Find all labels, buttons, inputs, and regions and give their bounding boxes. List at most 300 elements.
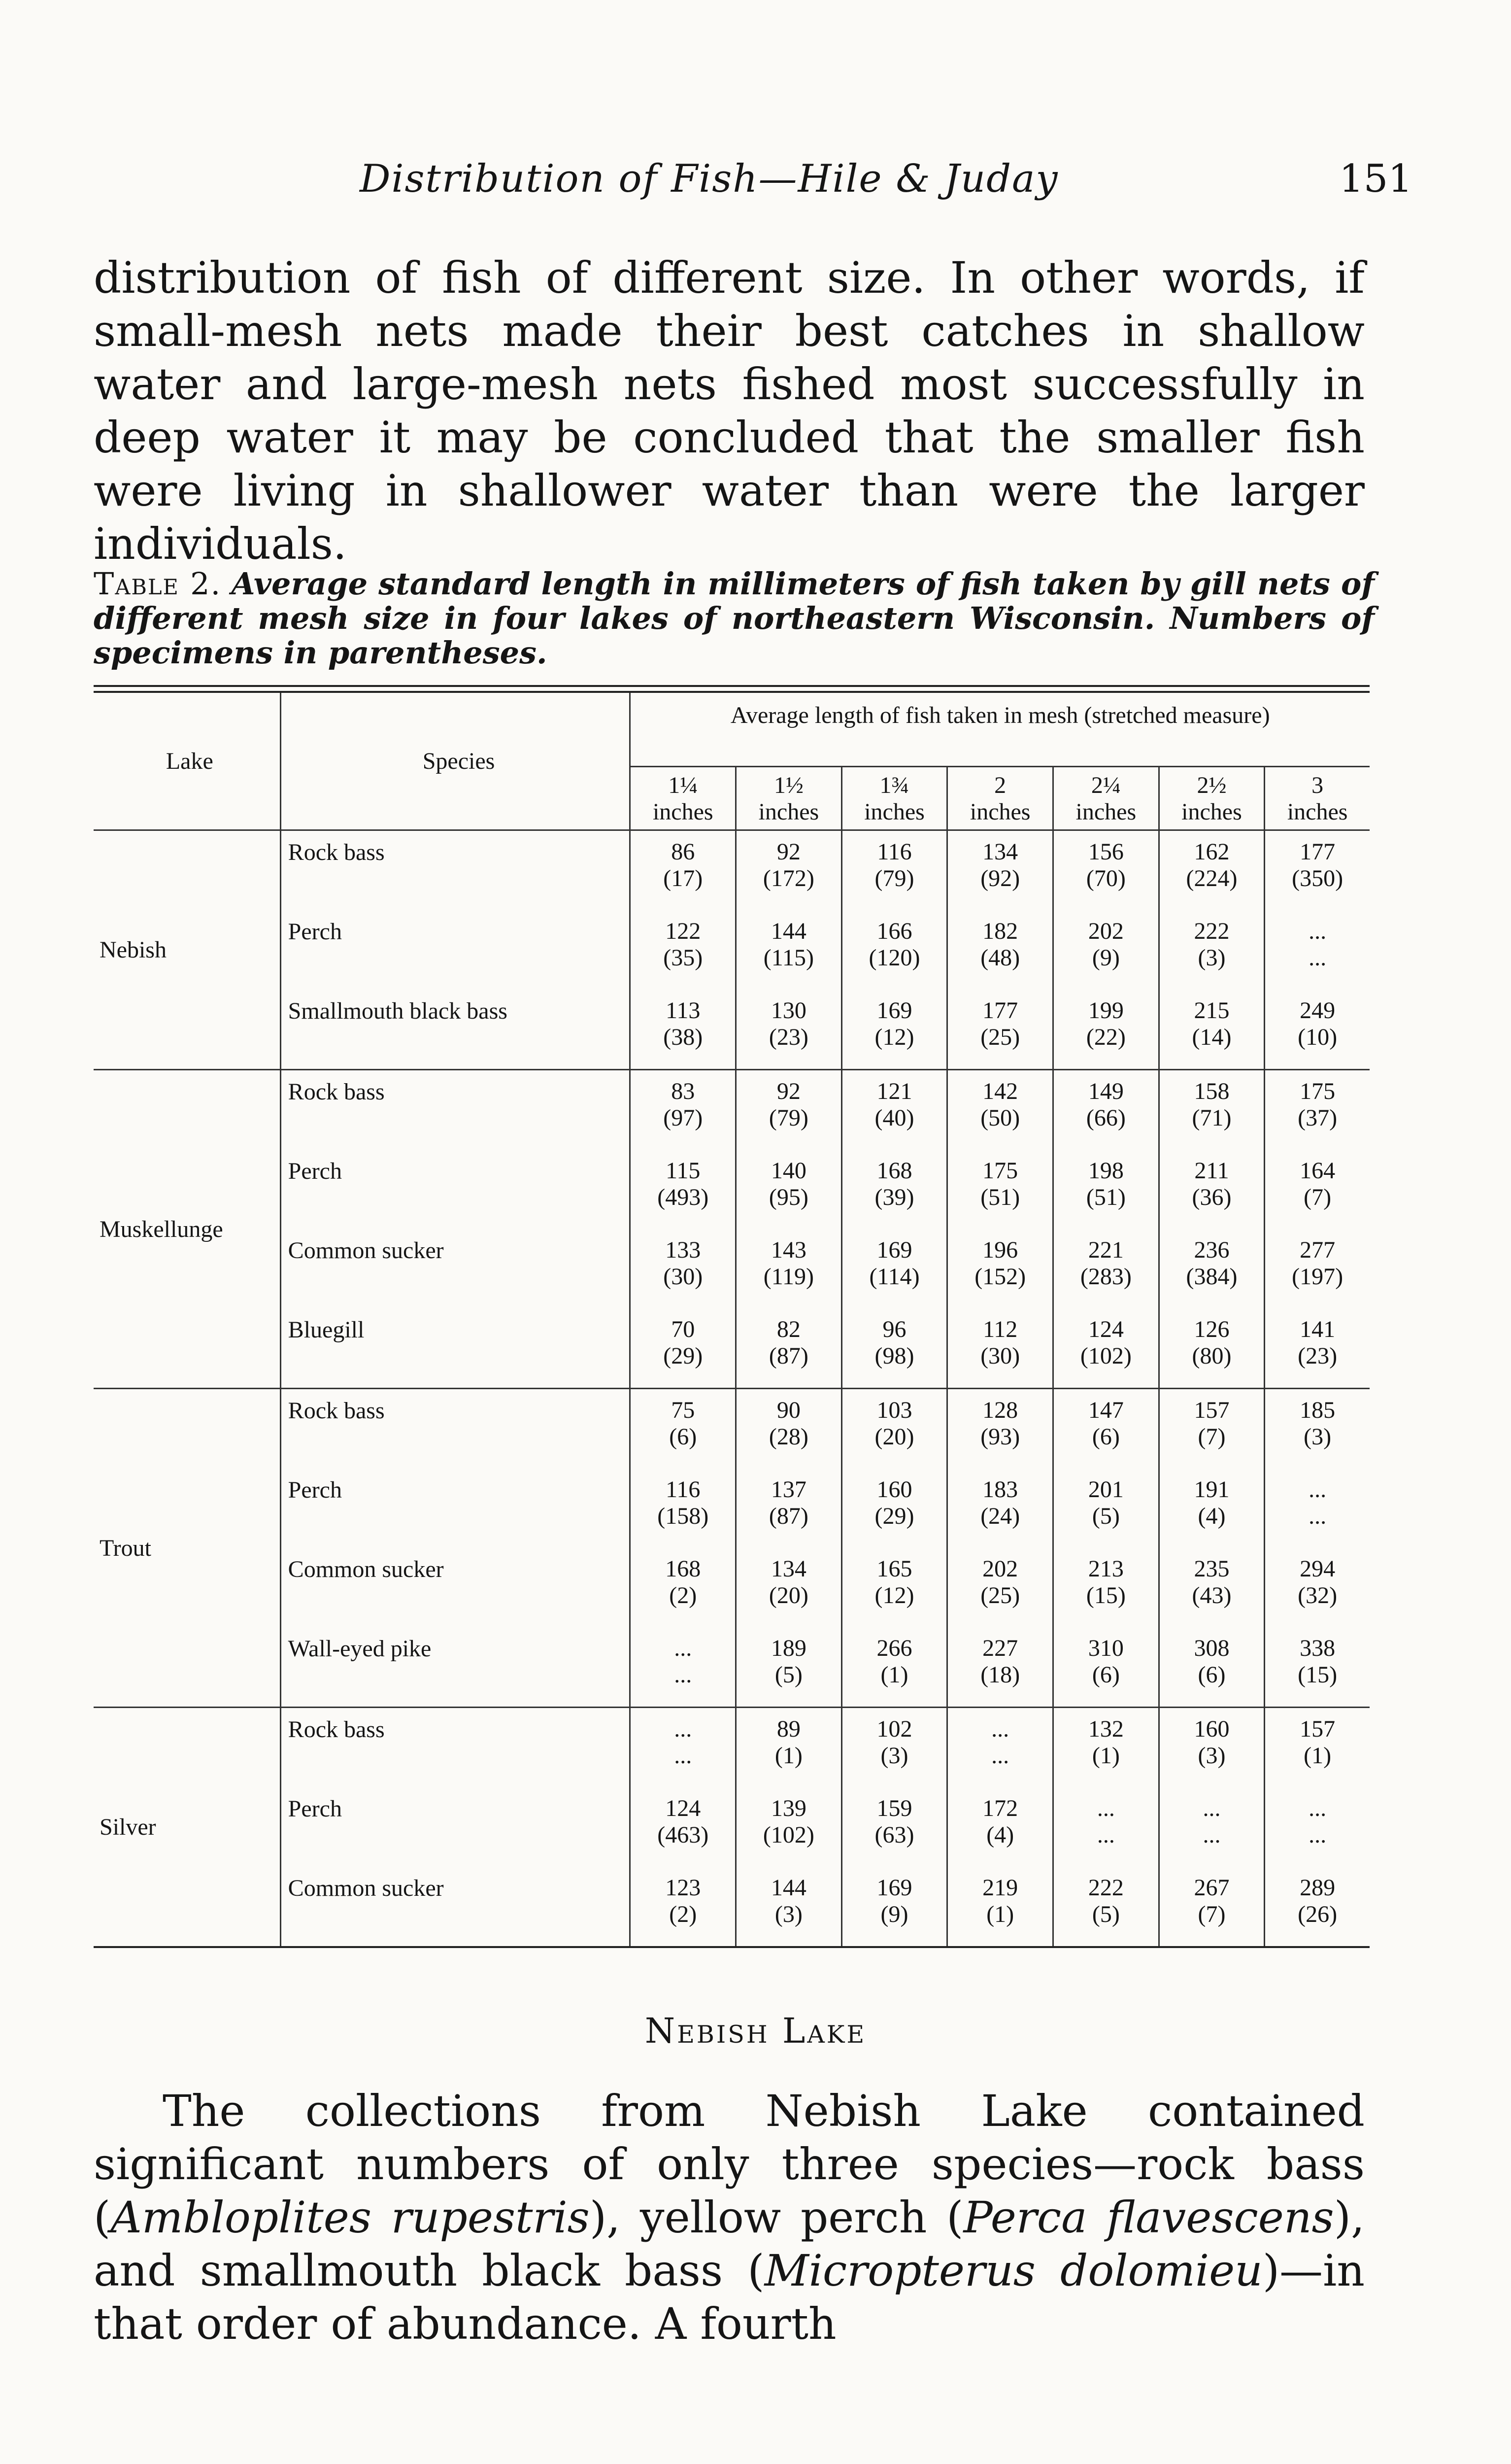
specimen-count: (7)	[1198, 1424, 1226, 1450]
value-cell	[1265, 1548, 1370, 1627]
specimen-count: (12)	[874, 1024, 914, 1050]
specimen-count: (97)	[663, 1105, 703, 1131]
table-row	[94, 1150, 1370, 1229]
page-number: 151	[1339, 157, 1412, 201]
specimen-count: (2)	[669, 1582, 697, 1608]
column-header-lake: Lake	[166, 748, 213, 774]
specimen-count: (6)	[1092, 1662, 1120, 1688]
value-cell	[736, 1627, 842, 1708]
average-length: 172	[982, 1795, 1018, 1821]
specimen-count: (48)	[980, 945, 1020, 971]
specimen-count: (2)	[669, 1901, 697, 1927]
average-length: 235	[1194, 1556, 1230, 1582]
value-cell	[736, 1150, 842, 1229]
value-cell	[1053, 1867, 1159, 1946]
average-length: 183	[982, 1476, 1018, 1503]
specimen-count: (7)	[1198, 1901, 1226, 1927]
value-cell	[630, 1229, 736, 1308]
value-cell	[1159, 1627, 1265, 1708]
mesh-unit: inches	[1181, 799, 1242, 825]
average-length: 294	[1300, 1556, 1336, 1582]
average-length: 177	[982, 997, 1018, 1024]
value-cell	[630, 910, 736, 990]
value-cell	[630, 1070, 736, 1150]
average-length: 164	[1300, 1158, 1336, 1184]
value-cell	[841, 1867, 947, 1946]
average-length: 134	[771, 1556, 806, 1582]
average-length: 157	[1300, 1716, 1336, 1742]
average-length: 185	[1300, 1397, 1336, 1423]
value-cell	[736, 1548, 842, 1627]
specimen-count: ...	[1309, 1503, 1327, 1529]
value-cell	[1265, 910, 1370, 990]
average-length: 227	[982, 1635, 1018, 1661]
paragraph-2-text: The collections from Nebish Lake contained significant numbers of only three species—rock bass (	[94, 2086, 1365, 2243]
data-table	[94, 693, 1370, 1946]
value-cell	[736, 1070, 842, 1150]
specimen-count: (38)	[663, 1024, 703, 1050]
value-cell	[841, 1229, 947, 1308]
value-cell	[630, 1548, 736, 1627]
average-length: 124	[1088, 1316, 1124, 1342]
value-cell	[947, 1229, 1053, 1308]
specimen-count: (79)	[874, 865, 914, 891]
specimen-count: (30)	[980, 1343, 1020, 1369]
table-row	[94, 990, 1370, 1070]
value-cell	[736, 910, 842, 990]
specimen-count: (93)	[980, 1424, 1020, 1450]
average-length: 201	[1088, 1476, 1124, 1503]
value-cell	[947, 1070, 1053, 1150]
table-row	[94, 830, 1370, 911]
average-length: 166	[876, 918, 912, 944]
table-row	[94, 1469, 1370, 1548]
average-length: 308	[1194, 1635, 1230, 1661]
table-caption	[94, 567, 1375, 670]
average-length: 169	[876, 1237, 912, 1263]
average-length: 116	[877, 839, 912, 865]
average-length: 169	[876, 1875, 912, 1901]
specimen-count: (1)	[774, 1743, 803, 1769]
average-length: 191	[1194, 1476, 1230, 1503]
value-cell	[630, 1150, 736, 1229]
value-cell	[1053, 1548, 1159, 1627]
paragraph-2-text: )—in that order of abundance. A fourth	[94, 2245, 1365, 2349]
mesh-size: 2	[994, 772, 1007, 798]
value-cell	[1265, 1150, 1370, 1229]
value-cell	[630, 1627, 736, 1708]
specimen-count: (71)	[1192, 1105, 1232, 1131]
average-length: 189	[771, 1635, 806, 1661]
specimen-count: ...	[674, 1743, 692, 1769]
specimen-count: (35)	[663, 945, 703, 971]
average-length: 83	[671, 1078, 695, 1104]
column-header-mesh	[1159, 767, 1265, 830]
table-row	[94, 1867, 1370, 1946]
average-length: 182	[982, 918, 1018, 944]
specimen-count: (6)	[1198, 1662, 1226, 1688]
table-row	[94, 1229, 1370, 1308]
value-cell	[1159, 1150, 1265, 1229]
column-header-mesh	[947, 767, 1053, 830]
column-header-mesh	[1265, 767, 1370, 830]
value-cell	[1053, 1627, 1159, 1708]
value-cell	[736, 830, 842, 911]
value-cell	[1159, 1787, 1265, 1867]
mesh-unit: inches	[970, 799, 1031, 825]
average-length: 123	[665, 1875, 701, 1901]
average-length: 133	[665, 1237, 701, 1263]
specimen-count: (17)	[663, 865, 703, 891]
average-length: 289	[1300, 1875, 1336, 1901]
average-length: 175	[982, 1158, 1018, 1184]
average-length: 338	[1300, 1635, 1336, 1661]
value-cell	[736, 1787, 842, 1867]
specimen-count: (92)	[980, 865, 1020, 891]
specimen-count: (7)	[1304, 1184, 1332, 1210]
specimen-count: (15)	[1086, 1582, 1126, 1608]
value-cell	[630, 830, 736, 911]
table-bottom-rule	[94, 1946, 1370, 1948]
average-length: 165	[876, 1556, 912, 1582]
average-length: 310	[1088, 1635, 1124, 1661]
specimen-count: (43)	[1192, 1582, 1232, 1608]
average-length: 221	[1088, 1237, 1124, 1263]
average-length: 142	[982, 1078, 1018, 1104]
value-cell	[1159, 1229, 1265, 1308]
average-length: 122	[665, 918, 701, 944]
average-length: ...	[1309, 1476, 1327, 1503]
specimen-count: (20)	[769, 1582, 808, 1608]
specimen-count: (102)	[763, 1822, 814, 1848]
specimen-count: (28)	[769, 1424, 808, 1450]
mesh-size: 2¼	[1091, 772, 1121, 798]
average-length: 90	[776, 1397, 801, 1423]
value-cell	[1265, 1627, 1370, 1708]
average-length: ...	[674, 1635, 692, 1661]
average-length: 168	[665, 1556, 701, 1582]
value-cell	[947, 1867, 1053, 1946]
value-cell	[841, 1548, 947, 1627]
value-cell	[736, 1708, 842, 1788]
average-length: 147	[1088, 1397, 1124, 1423]
table-row	[94, 910, 1370, 990]
species-name: Bluegill	[280, 1308, 630, 1389]
value-cell	[841, 1787, 947, 1867]
species-name: Common sucker	[280, 1548, 630, 1627]
mesh-size: 1¼	[668, 772, 698, 798]
value-cell	[736, 1389, 842, 1469]
specimen-count: (9)	[880, 1901, 908, 1927]
specimen-count: (25)	[980, 1024, 1020, 1050]
average-length: 177	[1300, 839, 1336, 865]
scientific-name: Perca flavescens	[963, 2192, 1334, 2243]
average-length: 143	[771, 1237, 806, 1263]
average-length: 124	[665, 1795, 701, 1821]
value-cell	[1265, 1070, 1370, 1150]
value-cell	[1053, 1389, 1159, 1469]
value-cell	[947, 1548, 1053, 1627]
average-length: 158	[1194, 1078, 1230, 1104]
average-length: 126	[1194, 1316, 1230, 1342]
specimen-count: (40)	[874, 1105, 914, 1131]
average-length: 82	[776, 1316, 801, 1342]
specimen-count: (50)	[980, 1105, 1020, 1131]
specimen-count: (1)	[986, 1901, 1014, 1927]
specimen-count: (24)	[980, 1503, 1020, 1529]
value-cell	[1159, 1308, 1265, 1389]
specimen-count: (80)	[1192, 1343, 1232, 1369]
value-cell	[841, 830, 947, 911]
average-length: ...	[1097, 1795, 1115, 1821]
mesh-size: 2½	[1197, 772, 1227, 798]
value-cell	[1053, 1150, 1159, 1229]
average-length: ...	[1203, 1795, 1221, 1821]
average-length: 198	[1088, 1158, 1124, 1184]
value-cell	[841, 1708, 947, 1788]
specimen-count: (87)	[769, 1343, 808, 1369]
average-length: 102	[876, 1716, 912, 1742]
value-cell	[630, 1867, 736, 1946]
average-length: 202	[1088, 918, 1124, 944]
average-length: 89	[776, 1716, 801, 1742]
value-cell	[947, 910, 1053, 990]
lake-name: Silver	[94, 1708, 280, 1947]
average-length: 169	[876, 997, 912, 1024]
species-name: Smallmouth black bass	[280, 990, 630, 1070]
value-cell	[841, 1469, 947, 1548]
value-cell	[1159, 1548, 1265, 1627]
value-cell	[1265, 1308, 1370, 1389]
value-cell	[1159, 910, 1265, 990]
value-cell	[947, 1150, 1053, 1229]
specimen-count: (29)	[874, 1503, 914, 1529]
value-cell	[1265, 1867, 1370, 1946]
value-cell	[947, 990, 1053, 1070]
specimen-count: ...	[1203, 1822, 1221, 1848]
specimen-count: (5)	[1092, 1503, 1120, 1529]
running-header	[94, 157, 1412, 216]
average-length: 168	[876, 1158, 912, 1184]
column-header-mesh	[841, 767, 947, 830]
average-length: 175	[1300, 1078, 1336, 1104]
average-length: 160	[1194, 1716, 1230, 1742]
average-length: 140	[771, 1158, 806, 1184]
average-length: ...	[991, 1716, 1009, 1742]
average-length: 144	[771, 918, 806, 944]
value-cell	[630, 1389, 736, 1469]
paragraph-2	[94, 2085, 1365, 2351]
specimen-count: (3)	[1198, 1743, 1226, 1769]
specimen-count: (37)	[1298, 1105, 1338, 1131]
average-length: 156	[1088, 839, 1124, 865]
specimen-count: (20)	[874, 1424, 914, 1450]
table-row	[94, 1070, 1370, 1150]
value-cell	[1053, 910, 1159, 990]
specimen-count: (98)	[874, 1343, 914, 1369]
specimen-count: ...	[991, 1743, 1009, 1769]
average-length: 219	[982, 1875, 1018, 1901]
average-length: 96	[882, 1316, 907, 1342]
average-length: 70	[671, 1316, 695, 1342]
specimen-count: (9)	[1092, 945, 1120, 971]
value-cell	[947, 1708, 1053, 1788]
value-cell	[630, 1308, 736, 1389]
column-header-mesh	[630, 767, 736, 830]
specimen-count: (79)	[769, 1105, 808, 1131]
specimen-count: (23)	[769, 1024, 808, 1050]
value-cell	[947, 1308, 1053, 1389]
specimen-count: (197)	[1292, 1264, 1343, 1290]
specimen-count: (1)	[880, 1662, 908, 1688]
column-header-mesh	[1053, 767, 1159, 830]
paragraph-2-text: ), and smallmouth black bass (	[94, 2192, 1365, 2296]
average-length: 196	[982, 1237, 1018, 1263]
value-cell	[736, 1867, 842, 1946]
species-name: Rock bass	[280, 1708, 630, 1788]
average-length: 139	[771, 1795, 806, 1821]
specimen-count: (114)	[869, 1264, 920, 1290]
specimen-count: (4)	[986, 1822, 1014, 1848]
specimen-count: (350)	[1292, 865, 1343, 891]
value-cell	[630, 1787, 736, 1867]
average-length: 157	[1194, 1397, 1230, 1423]
value-cell	[1265, 1787, 1370, 1867]
average-length: 222	[1194, 918, 1230, 944]
species-name: Perch	[280, 1469, 630, 1548]
value-cell	[1159, 1070, 1265, 1150]
value-cell	[947, 830, 1053, 911]
specimen-count: (3)	[880, 1743, 908, 1769]
average-length: 137	[771, 1476, 806, 1503]
average-length: ...	[674, 1716, 692, 1742]
specimen-count: (39)	[874, 1184, 914, 1210]
value-cell	[736, 990, 842, 1070]
specimen-count: (51)	[1086, 1184, 1126, 1210]
value-cell	[1053, 990, 1159, 1070]
average-length: 86	[671, 839, 695, 865]
table-top-rule	[94, 685, 1370, 693]
caption-text: Average standard length in millimeters of fish taken by gill nets of different mesh size in four lakes of northeastern Wisconsin. Numbers of specimens in parentheses.	[94, 566, 1375, 671]
value-cell	[1159, 830, 1265, 911]
species-name: Common sucker	[280, 1867, 630, 1946]
specimen-count: (115)	[763, 945, 814, 971]
specimen-count: ...	[1309, 1822, 1327, 1848]
specimen-count: (3)	[1304, 1424, 1332, 1450]
specimen-count: (493)	[657, 1184, 709, 1210]
average-length: 112	[983, 1316, 1018, 1342]
value-cell	[1159, 1867, 1265, 1946]
average-length: 132	[1088, 1716, 1124, 1742]
specimen-count: (30)	[663, 1264, 703, 1290]
specimen-count: (6)	[1092, 1424, 1120, 1450]
value-cell	[630, 1469, 736, 1548]
average-length: 215	[1194, 997, 1230, 1024]
value-cell	[1053, 1708, 1159, 1788]
average-length: 202	[982, 1556, 1018, 1582]
specimen-count: (95)	[769, 1184, 808, 1210]
specimen-count: (18)	[980, 1662, 1020, 1688]
specimen-count: (22)	[1086, 1024, 1126, 1050]
species-name: Rock bass	[280, 1389, 630, 1469]
specimen-count: (102)	[1080, 1343, 1132, 1369]
value-cell	[736, 1229, 842, 1308]
average-length: ...	[1309, 1795, 1327, 1821]
mesh-unit: inches	[652, 799, 713, 825]
average-length: 222	[1088, 1875, 1124, 1901]
specimen-count: (119)	[763, 1264, 814, 1290]
average-length: 128	[982, 1397, 1018, 1423]
column-header-mesh	[736, 767, 842, 830]
specimen-count: (3)	[1198, 945, 1226, 971]
specimen-count: (32)	[1298, 1582, 1338, 1608]
specimen-count: (10)	[1298, 1024, 1338, 1050]
specimen-count: (5)	[1092, 1901, 1120, 1927]
specimen-count: (1)	[1304, 1743, 1332, 1769]
specimen-count: (283)	[1080, 1264, 1132, 1290]
specimen-count: (12)	[874, 1582, 914, 1608]
average-length: 141	[1300, 1316, 1336, 1342]
specimen-count: (26)	[1298, 1901, 1338, 1927]
table-row	[94, 1627, 1370, 1708]
average-length: 115	[666, 1158, 701, 1184]
average-length: 266	[876, 1635, 912, 1661]
specimen-count: (4)	[1198, 1503, 1226, 1529]
lake-name: Trout	[94, 1389, 280, 1708]
specimen-count: (152)	[974, 1264, 1026, 1290]
species-name: Rock bass	[280, 1070, 630, 1150]
lake-name: Muskellunge	[94, 1070, 280, 1389]
mesh-group-header: Average length of fish taken in mesh (stretched measure)	[630, 693, 1370, 767]
specimen-count: (70)	[1086, 865, 1126, 891]
average-length: 130	[771, 997, 806, 1024]
average-length: 249	[1300, 997, 1336, 1024]
specimen-count: (463)	[657, 1822, 709, 1848]
average-length: 144	[771, 1875, 806, 1901]
average-length: 211	[1194, 1158, 1229, 1184]
value-cell	[1053, 1229, 1159, 1308]
average-length: 149	[1088, 1078, 1124, 1104]
specimen-count: (87)	[769, 1503, 808, 1529]
specimen-count: ...	[674, 1662, 692, 1688]
table-row	[94, 1308, 1370, 1389]
specimen-count: (63)	[874, 1822, 914, 1848]
average-length: 116	[666, 1476, 701, 1503]
value-cell	[1159, 1708, 1265, 1788]
scientific-name: Ambloplites rupestris	[110, 2192, 590, 2243]
mesh-size: 3	[1311, 772, 1324, 798]
species-name: Rock bass	[280, 830, 630, 911]
mesh-size: 1¾	[879, 772, 909, 798]
specimen-count: (5)	[774, 1662, 803, 1688]
value-cell	[1159, 1389, 1265, 1469]
average-length: 160	[876, 1476, 912, 1503]
average-length: 236	[1194, 1237, 1230, 1263]
scientific-name: Micropterus dolomieu	[764, 2245, 1263, 2296]
table-body	[94, 830, 1370, 1947]
value-cell	[1053, 1469, 1159, 1548]
average-length: 134	[982, 839, 1018, 865]
section-heading: Nebish Lake	[644, 2011, 867, 2051]
specimen-count: (120)	[869, 945, 920, 971]
specimen-count: ...	[1097, 1822, 1115, 1848]
column-header-species: Species	[280, 693, 630, 830]
average-length: 267	[1194, 1875, 1230, 1901]
average-length: ...	[1309, 918, 1327, 944]
paragraph-2-text: ), yellow perch (	[589, 2192, 964, 2243]
fish-length-table	[94, 685, 1370, 1948]
value-cell	[841, 990, 947, 1070]
